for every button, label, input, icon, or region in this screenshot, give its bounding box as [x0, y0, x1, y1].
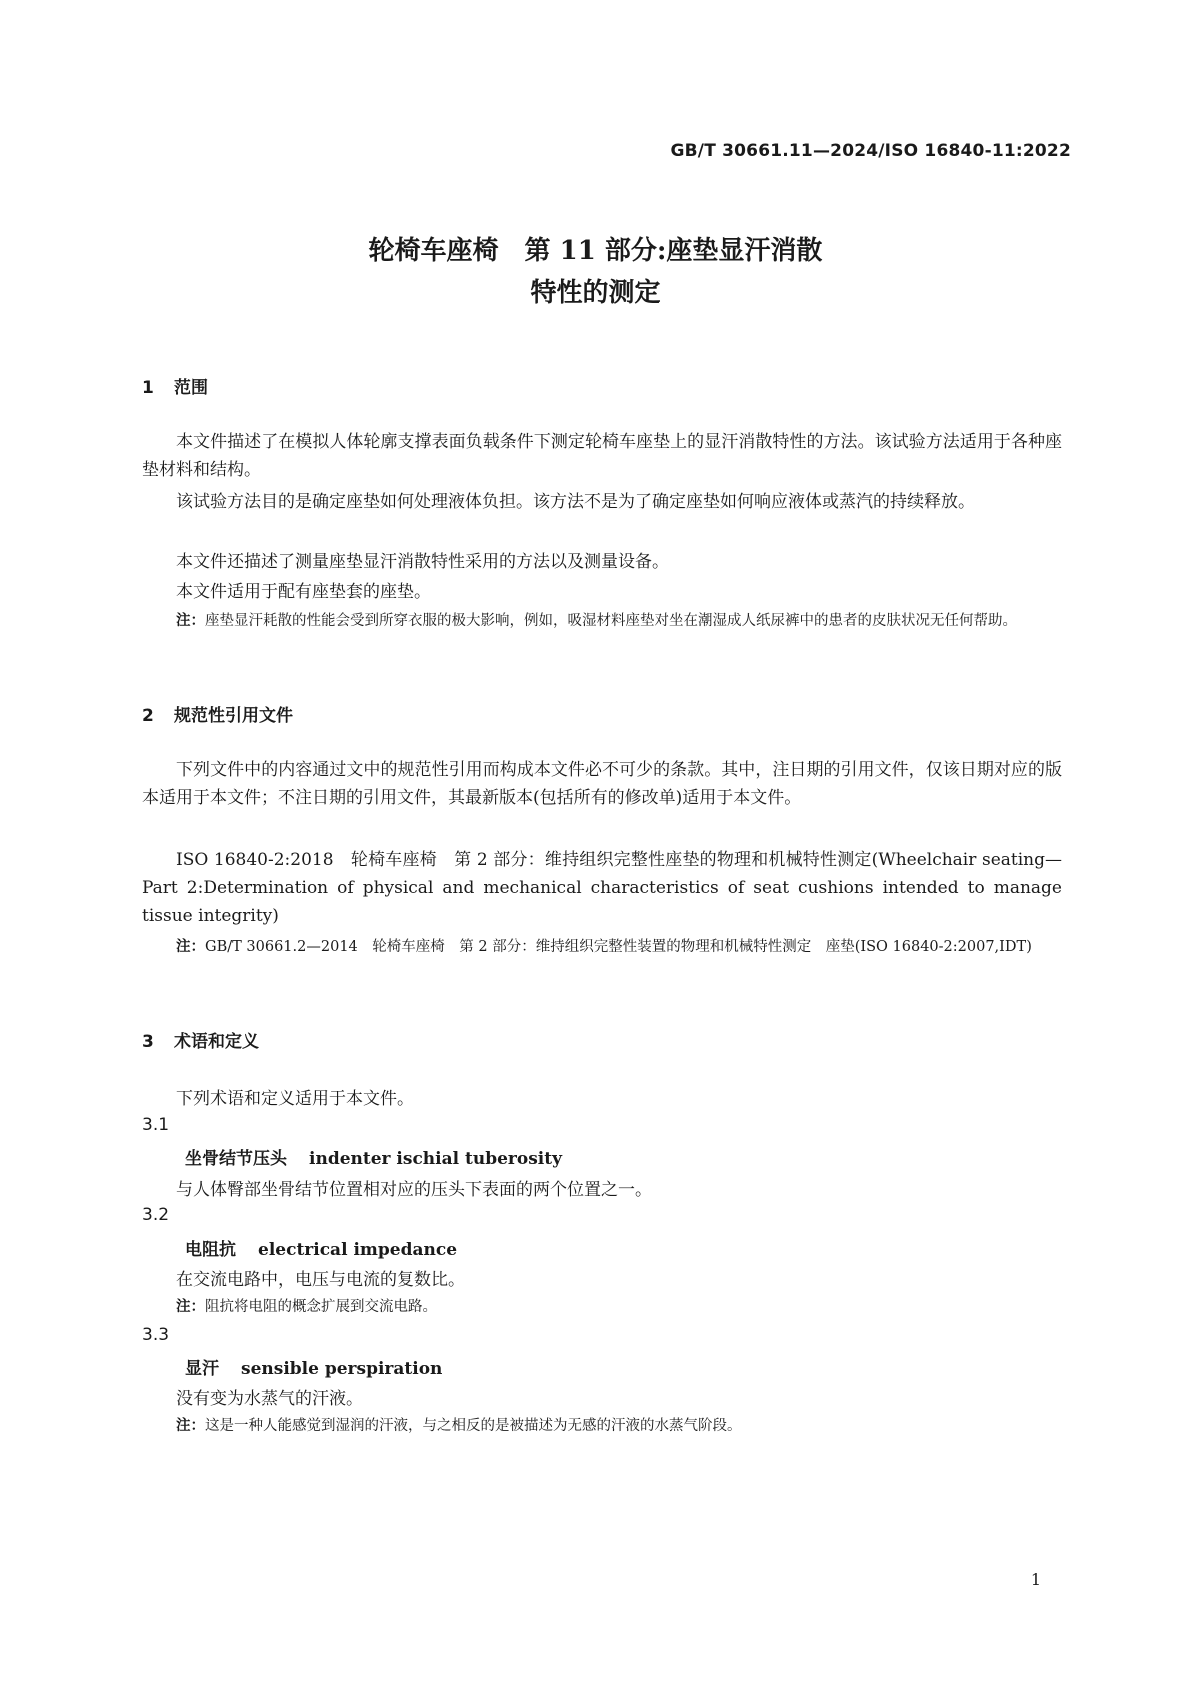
term-english: sensible perspiration [241, 1359, 443, 1379]
note-label: 注： [176, 939, 205, 955]
normative-intro-paragraph: 下列文件中的内容通过文中的规范性引用而构成本文件必不可少的条款。其中，注日期的引用文件，仅该日期对应的版本适用于本文件；不注日期的引用文件，其最新版本(包括所有的修改单)适用于本文件。 [142, 760, 1062, 808]
term-definition: 没有变为水蒸气的汗液。 [176, 1389, 363, 1409]
term-entry [185, 1144, 562, 1169]
note-text: 座垫显汗耗散的性能会受到所穿衣服的极大影响，例如，吸湿材料座垫对坐在潮湿成人纸尿裤中的患者的皮肤状况无任何帮助。 [205, 613, 1017, 629]
term-chinese: 显汗 [185, 1359, 219, 1379]
term-chinese: 坐骨结节压头 [185, 1149, 287, 1169]
section-title: 规范性引用文件 [174, 706, 293, 726]
term-number: 3.3 [142, 1325, 170, 1345]
term-number: 3.1 [142, 1115, 170, 1135]
term-number: 3.2 [142, 1205, 170, 1225]
section-1-heading [142, 373, 208, 398]
section-3-heading [142, 1027, 259, 1052]
note-label: 注： [176, 1299, 205, 1315]
scope-paragraph-3: 本文件还描述了测量座垫显汗消散特性采用的方法以及测量设备。 [176, 552, 669, 572]
note-label: 注： [176, 613, 205, 629]
scope-note [176, 607, 1062, 636]
normative-note [176, 933, 1062, 962]
term-english: indenter ischial tuberosity [309, 1149, 562, 1169]
term-note [176, 1414, 742, 1435]
term-entry [185, 1354, 442, 1379]
note-label: 注： [176, 1418, 205, 1434]
scope-paragraph-1: 本文件描述了在模拟人体轮廓支撑表面负载条件下测定轮椅车座垫上的显汗消散特性的方法。该试验方法适用于各种座垫材料和结构。 [142, 432, 1062, 480]
section-title: 范围 [174, 378, 208, 398]
terms-intro: 下列术语和定义适用于本文件。 [176, 1089, 414, 1109]
term-chinese: 电阻抗 [185, 1240, 236, 1260]
term-definition: 与人体臀部坐骨结节位置相对应的压头下表面的两个位置之一。 [176, 1180, 652, 1200]
note-text: 这是一种人能感觉到湿润的汗液，与之相反的是被描述为无感的汗液的水蒸气阶段。 [205, 1418, 742, 1434]
title-line-2: 特性的测定 [530, 278, 661, 308]
section-number: 3 [142, 1032, 154, 1052]
scope-paragraph-4: 本文件适用于配有座垫套的座垫。 [176, 582, 431, 602]
term-entry [185, 1235, 457, 1260]
page-number: 1 [1030, 1570, 1041, 1589]
section-2-heading [142, 701, 293, 726]
section-number: 1 [142, 378, 154, 398]
term-note [176, 1295, 437, 1316]
term-definition: 在交流电路中，电压与电流的复数比。 [176, 1270, 465, 1290]
section-title: 术语和定义 [174, 1032, 259, 1052]
term-english: electrical impedance [258, 1240, 458, 1260]
scope-paragraph-2: 该试验方法目的是确定座垫如何处理液体负担。该方法不是为了确定座垫如何响应液体或蒸汽的持续释放。 [176, 492, 975, 512]
normative-reference: ISO 16840-2:2018 轮椅车座椅 第 2 部分：维持组织完整性座垫的物理和机械特性测定(Wheelchair seating—Part 2:Determination of physical and mechanical characteristics of seat cushions intended to manage tissue integrity) [142, 850, 1062, 926]
note-text: 阻抗将电阻的概念扩展到交流电路。 [205, 1299, 437, 1315]
note-text: GB/T 30661.2—2014 轮椅车座椅 第 2 部分：维持组织完整性装置的物理和机械特性测定 座垫(ISO 16840-2:2007,IDT) [205, 939, 1032, 955]
title-line-1: 轮椅车座椅 第 11 部分:座垫显汗消散 [368, 236, 823, 266]
document-id: GB/T 30661.11—2024/ISO 16840-11:2022 [670, 141, 1071, 161]
section-number: 2 [142, 706, 154, 726]
